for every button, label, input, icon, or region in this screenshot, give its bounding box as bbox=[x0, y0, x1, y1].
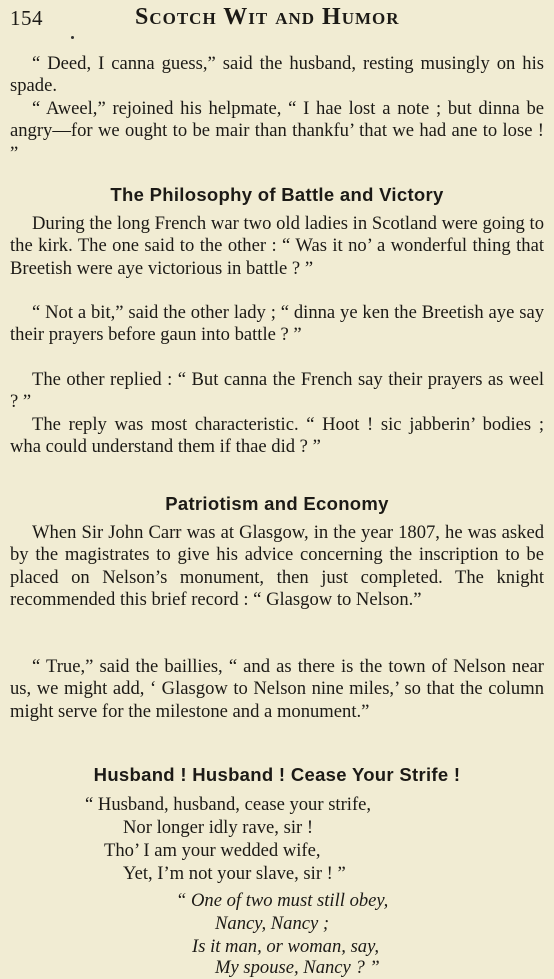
paragraph: The other replied : “ But canna the French say their prayers as weel ? ” bbox=[10, 369, 544, 413]
paragraph: The reply was most characteristic. “ Hoot ! sic jabberin’ bodies ; wha could understand them if thae did ? ” bbox=[10, 414, 544, 458]
paragraph: “ Not a bit,” said the other lady ; “ dinna ye ken the Breetish aye say their prayers before gaun into battle ? ” bbox=[10, 302, 544, 346]
section-heading: The Philosophy of Battle and Victory bbox=[110, 184, 444, 205]
page-header bbox=[10, 4, 544, 34]
verse-line: Nor longer idly rave, sir ! bbox=[123, 817, 314, 838]
section-heading: Patriotism and Economy bbox=[165, 493, 389, 514]
page-number: 154 bbox=[10, 6, 43, 30]
verse-line: Tho’ I am your wedded wife, bbox=[104, 840, 321, 861]
paragraph: “ True,” said the baillies, “ and as there is the town of Nelson near us, we might add, ‘ Glasgow to Nelson nine miles,’ so that the column might serve for the milestone and a monument.” bbox=[10, 656, 544, 722]
verse-line: Is it man, or woman, say, bbox=[192, 936, 379, 957]
paragraph: “ Aweel,” rejoined his helpmate, “ I hae lost a note ; but dinna be angry—for we ought to be mair than thankfu’ that we had ane to lose ! ” bbox=[10, 98, 544, 164]
paragraph: “ Deed, I canna guess,” said the husband, resting musingly on his spade. bbox=[10, 53, 544, 97]
running-title: Scotch Wit and Humor bbox=[135, 4, 400, 30]
verse-line: My spouse, Nancy ? ” bbox=[215, 957, 380, 978]
verse-line: Yet, I’m not your slave, sir ! ” bbox=[123, 863, 346, 884]
verse-line: “ One of two must still obey, bbox=[176, 890, 389, 911]
verse-line: “ Husband, husband, cease your strife, bbox=[85, 794, 372, 815]
paragraph: When Sir John Carr was at Glasgow, in the year 1807, he was asked by the magistrates to give his advice concerning the inscription to be placed on Nelson’s monument, then just completed. The knight recommended this brief record : “ Glasgow to Nelson.” bbox=[10, 522, 544, 611]
section-heading: Husband ! Husband ! Cease Your Strife ! bbox=[93, 764, 461, 785]
verse-line: Nancy, Nancy ; bbox=[215, 913, 330, 934]
paragraph: During the long French war two old ladies in Scotland were going to the kirk. The one said to the other : “ Was it no’ a wonderful thing that Breetish were aye victorious in battle ? ” bbox=[10, 213, 544, 279]
print-speck bbox=[71, 36, 74, 39]
